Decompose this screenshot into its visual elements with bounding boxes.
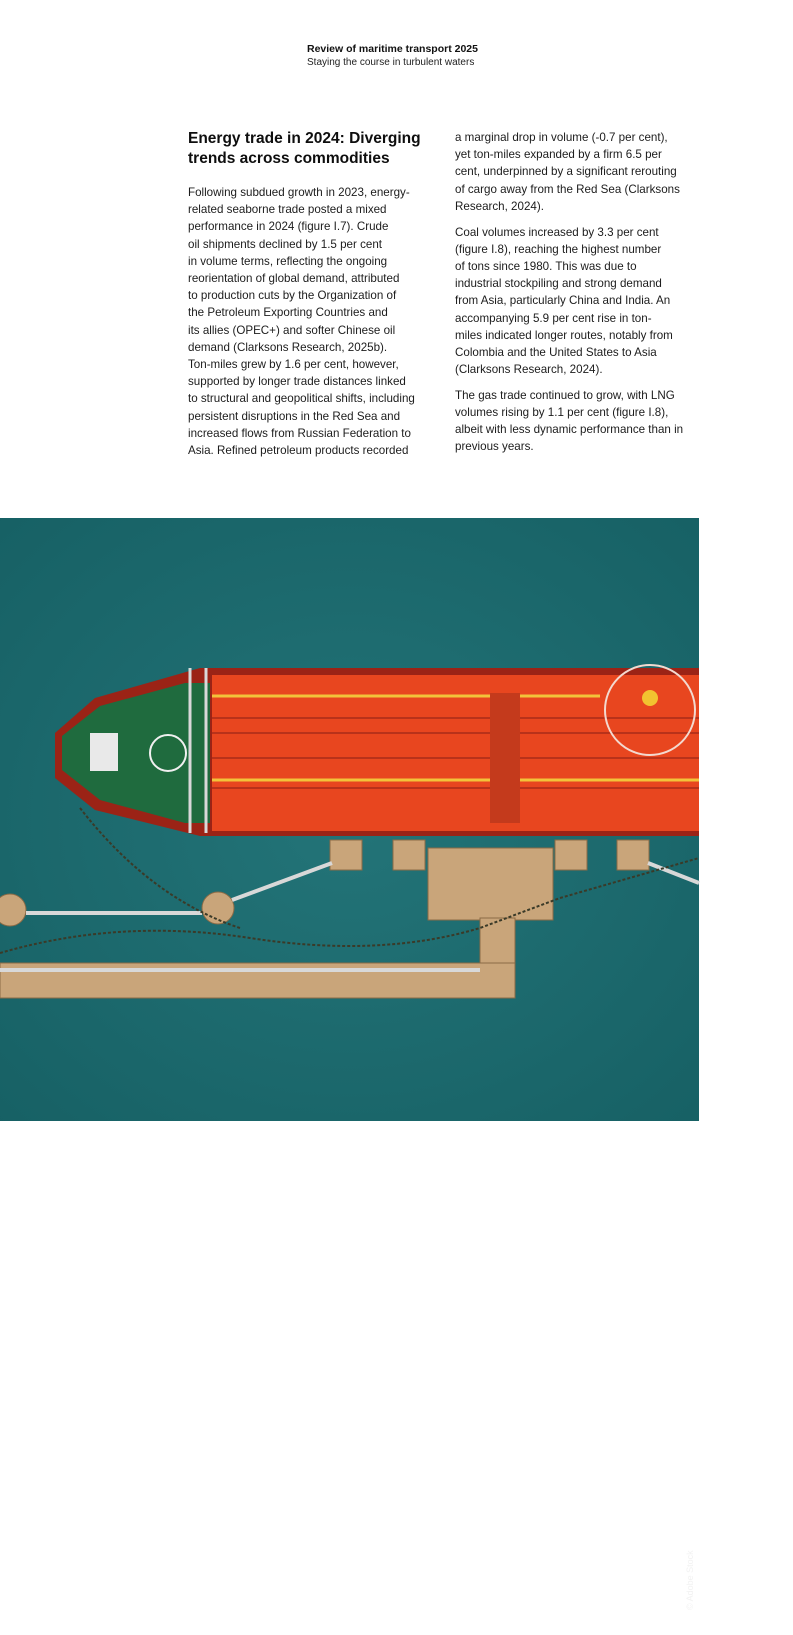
photo-credit: © Adobe Stock: [685, 1550, 695, 1610]
tanker-aerial-photo: [0, 518, 699, 1634]
page-header: [307, 43, 478, 69]
section-heading: Energy trade in 2024: Diverging trends across commodities: [188, 130, 421, 167]
paragraph: a marginal drop in volume (-0.7 per cent), yet ton-miles expanded by a firm 6.5 per cent, underpinned by a significant rerouting of cargo away from the Red Sea (Clarksons Research, 2024).: [455, 131, 680, 213]
text-column-left: [188, 129, 433, 468]
manifold: [490, 693, 520, 823]
report-title: Review of maritime transport 2025: [307, 43, 478, 55]
bow-house: [90, 733, 118, 771]
paragraph: Coal volumes increased by 3.3 per cent (figure I.8), reaching the highest number of tons since 1980. This was due to industrial stockpiling and strong demand from Asia, particularly China and India. An accompanying 5.9 per cent rise in ton- miles indicated longer routes, notably from Colombia and the United States to Asia (Clarksons Research, 2024).: [455, 225, 673, 377]
paragraph: Following subdued growth in 2023, energy- related seaborne trade posted a mixed performance in 2024 (figure I.7). Crude oil shipments declined by 1.5 per cent in volume terms, reflecting the ongoing reorientation of global demand, attributed to production cuts by the Organization of the Petroleum Exporting Countries and its allies (OPEC+) and softer Chinese oil demand (Clarksons Research, 2025b). Ton-miles grew by 1.6 per cent, however, supported by longer trade distances linked to structural and geopolitical shifts, including persistent disruptions in the Red Sea and increased flows from Russian Federation to Asia. Refined petroleum products recorded: [188, 186, 415, 458]
tanker-illustration: [0, 518, 699, 1121]
report-subtitle: Staying the course in turbulent waters: [307, 57, 475, 68]
paragraph: The gas trade continued to grow, with LNG volumes rising by 1.1 per cent (figure I.8), albeit with less dynamic performance than in previous years.: [455, 388, 684, 454]
watermark-logo: 大数跨境: [8, 1617, 73, 1634]
ship-deck: [212, 675, 699, 831]
text-column-right: [455, 129, 705, 464]
